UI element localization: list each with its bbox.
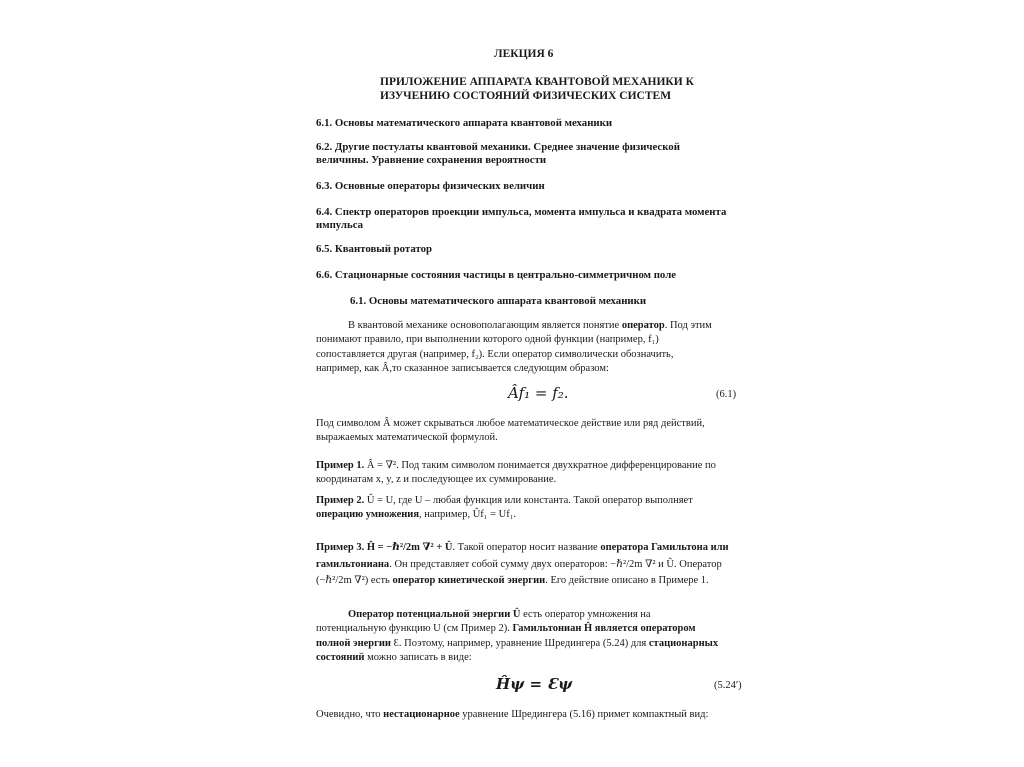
paragraph-nonstationary: Очевидно, что нестационарное уравнение Шредингера (5.16) примет компактный вид: — [316, 709, 709, 720]
equation-6-1-number: (6.1) — [716, 389, 737, 400]
paragraph-operator-symbol: Под символом Â может скрываться любое математическое действие или ряд действий, выражаемых математической формулой. — [316, 418, 705, 444]
example-2: Пример 2. Û = U, где U – любая функция или константа. Такой оператор выполняет операцию умножения, например, Ûf₁ = Uf₁. — [316, 495, 693, 521]
paragraph-potential-energy: Оператор потенциальной энергии Û есть оператор умножения на потенциальную функцию U (см Пример 2). Гамильтониан Ĥ является оператором полной энергии Ɛ. Поэтому, например, уравнение Шредингера (5.24) для стационарных состояний можно записать в виде: — [316, 609, 719, 664]
toc-item-6-6: 6.6. Стационарные состояния частицы в центрально-симметричном поле — [316, 269, 677, 281]
section-heading: 6.1. Основы математического аппарата квантовой механики — [350, 295, 647, 307]
toc-item-6-2: 6.2. Другие постулаты квантовой механики. Среднее значение физической — [316, 141, 680, 153]
title-line-2: ИЗУЧЕНИЮ СОСТОЯНИЙ ФИЗИЧЕСКИХ СИСТЕМ — [380, 90, 672, 102]
toc-item-6-5: 6.5. Квантовый ротатор — [316, 243, 433, 255]
toc-item-6-4-cont: импульса — [316, 219, 364, 231]
paragraph-operator-definition: В квантовой механике основополагающим является понятие оператор. Под этим понимают правило, при выполнении которого одной функции (например, f₁) сопоставляется другая (например, f₂). Если оператор символически обозначить, например, как Â,то сказанное записывается следующим образом: — [316, 320, 712, 375]
example-3: Пример 3. Ĥ = −ℏ²/2m ∇² + Û. Такой оператор носит название оператора Гамильтона или гамильтониана. Он представляет собой сумму двух операторов: −ℏ²/2m ∇² и Û. Оператор (−ℏ²/2m ∇²) есть оператор кинетической энергии. Его действие описано в Примере 1. — [316, 542, 729, 586]
example-1: Пример 1. Â = ∇². Под таким символом понимается двухкратное дифференцирование по координатам x, y, z и последующее их суммирование. — [316, 460, 716, 486]
title-line-1: ПРИЛОЖЕНИЕ АППАРАТА КВАНТОВОЙ МЕХАНИКИ К — [380, 76, 694, 88]
lecture-label: ЛЕКЦИЯ 6 — [494, 48, 554, 60]
toc-item-6-4: 6.4. Спектр операторов проекции импульса, момента импульса и квадрата момента — [316, 206, 727, 218]
equation-5-24-prime: Ĥψ = Ɛψ — [496, 675, 573, 693]
toc-item-6-3: 6.3. Основные операторы физических величин — [316, 180, 545, 192]
toc-item-6-1: 6.1. Основы математического аппарата квантовой механики — [316, 117, 613, 129]
toc-item-6-2-cont: величины. Уравнение сохранения вероятности — [316, 154, 547, 166]
equation-5-24-prime-number: (5.24′) — [714, 680, 742, 691]
equation-6-1: Âf₁ = f₂. — [508, 384, 569, 402]
